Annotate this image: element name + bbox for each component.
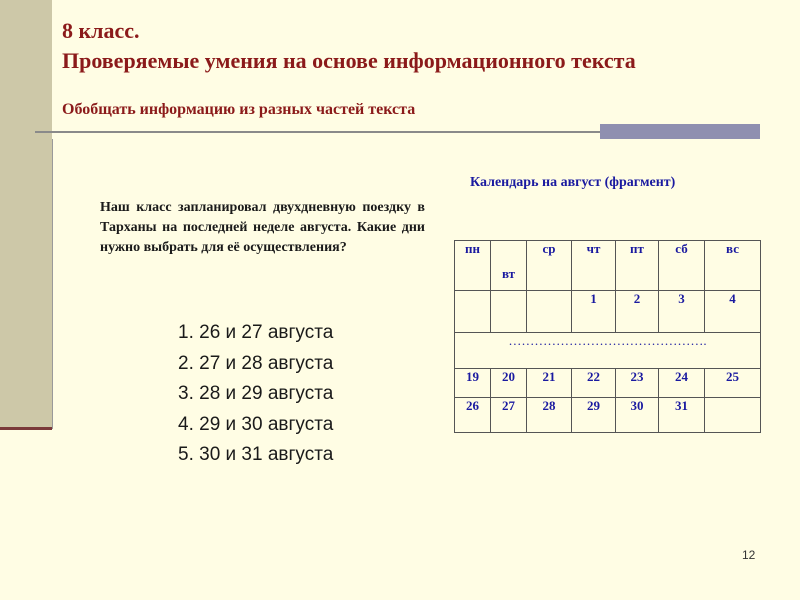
left-decor-rule xyxy=(0,427,52,430)
day-cell: 21 xyxy=(527,369,572,398)
weekday-cell: пт xyxy=(616,241,659,291)
weekday-cell: пн xyxy=(455,241,491,291)
answer-option: 1. 26 и 27 августа xyxy=(178,322,334,343)
day-cell xyxy=(455,291,491,333)
day-cell: 29 xyxy=(572,398,616,433)
ellipsis-cell: ………………………………………. xyxy=(455,333,761,369)
calendar-caption: Календарь на август (фрагмент) xyxy=(470,175,676,190)
page-number: 12 xyxy=(742,548,756,562)
slide-title-line2: Проверяемые умения на основе информационного текста xyxy=(62,48,636,73)
calendar-ellipsis-row xyxy=(455,333,761,369)
day-cell: 4 xyxy=(705,291,761,333)
answer-options xyxy=(178,318,333,471)
weekday-cell: ср xyxy=(527,241,572,291)
day-cell: 26 xyxy=(455,398,491,433)
answer-option: 2. 27 и 28 августа xyxy=(178,352,334,374)
slide-subtitle: Обобщать информацию из разных частей текста xyxy=(62,101,416,118)
answer-option: 5. 30 и 31 августа xyxy=(178,444,334,465)
header-divider-block xyxy=(600,124,760,139)
calendar-week-row xyxy=(455,369,761,398)
day-cell: 28 xyxy=(527,398,572,433)
header-divider xyxy=(35,131,600,133)
slide-title xyxy=(62,16,636,76)
calendar-table xyxy=(454,240,761,433)
calendar-week-row xyxy=(455,398,761,433)
day-cell: 23 xyxy=(616,369,659,398)
weekday-cell: вт xyxy=(491,241,527,291)
answer-option: 4. 29 и 30 августа xyxy=(178,413,334,435)
day-cell: 27 xyxy=(491,398,527,433)
day-cell: 30 xyxy=(616,398,659,433)
weekday-cell: чт xyxy=(572,241,616,291)
answer-option: 3. 28 и 29 августа xyxy=(178,383,334,404)
day-cell xyxy=(491,291,527,333)
question-text: Наш класс запланировал двухдневную поездку в Тарханы на последней неделе августа. Какие дни нужно выбрать для её осуществления? xyxy=(100,200,425,255)
day-cell: 2 xyxy=(616,291,659,333)
day-cell: 31 xyxy=(659,398,705,433)
calendar-week-row xyxy=(455,291,761,333)
day-cell: 24 xyxy=(659,369,705,398)
slide-title-line1: 8 класс. xyxy=(62,18,140,43)
day-cell: 19 xyxy=(455,369,491,398)
weekday-cell: сб xyxy=(659,241,705,291)
day-cell: 25 xyxy=(705,369,761,398)
left-decor-bar xyxy=(0,0,52,428)
day-cell xyxy=(705,398,761,433)
day-cell: 1 xyxy=(572,291,616,333)
day-cell: 3 xyxy=(659,291,705,333)
weekday-cell: вс xyxy=(705,241,761,291)
day-cell: 20 xyxy=(491,369,527,398)
day-cell: 22 xyxy=(572,369,616,398)
vertical-divider xyxy=(52,139,53,429)
calendar-weekday-row xyxy=(455,241,761,291)
day-cell xyxy=(527,291,572,333)
